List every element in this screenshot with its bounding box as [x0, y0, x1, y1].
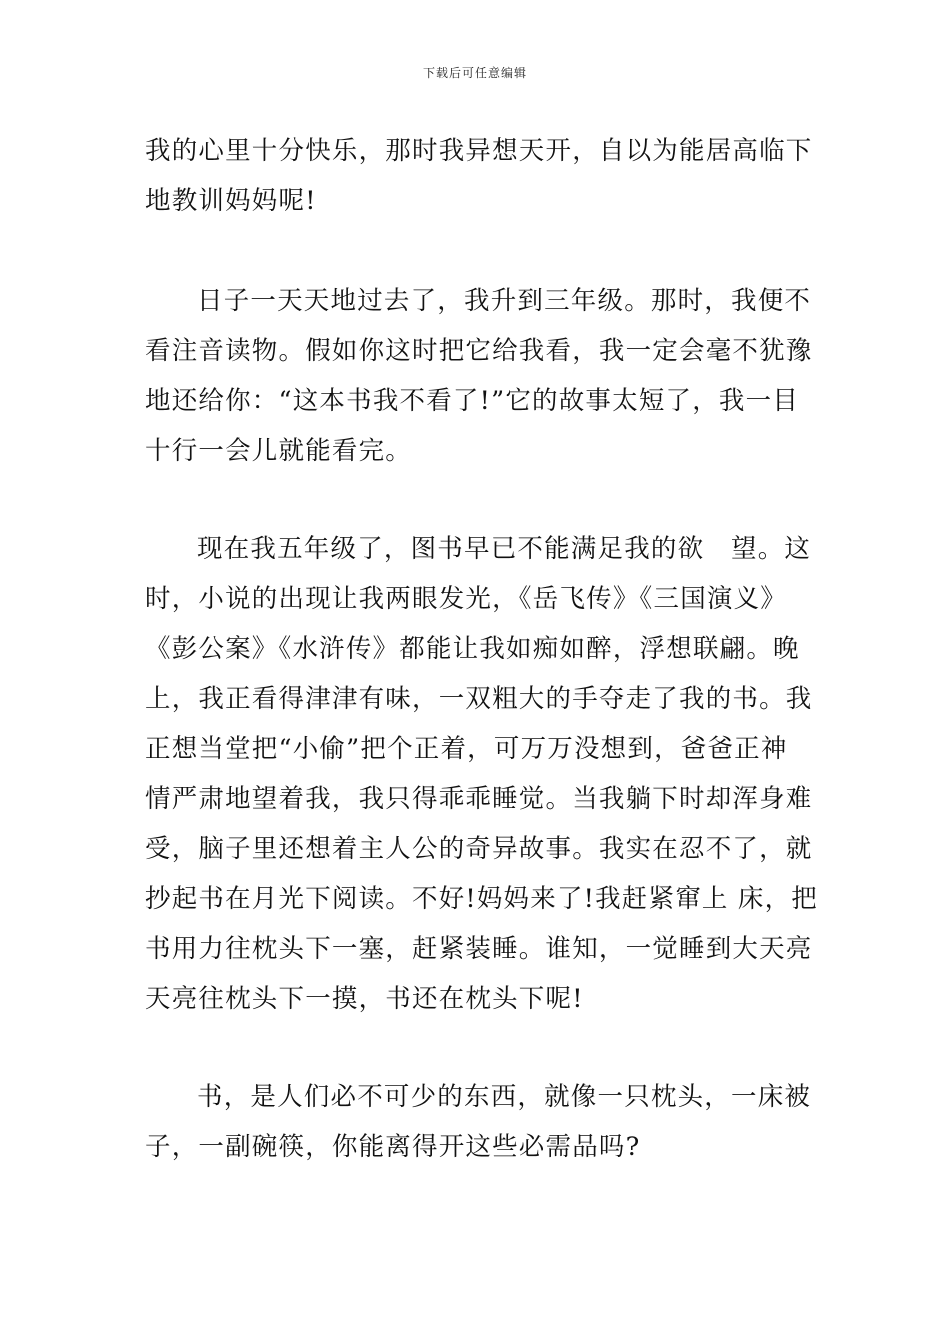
text-line: 正想当堂把“小偷”把个正着，可万万没想到，爸爸正神	[145, 734, 788, 764]
text-line: 抄起书在月光下阅读。不好!妈妈来了!我赶紧窜上 床，把	[145, 884, 819, 914]
text-line: 我的心里十分快乐，那时我异想天开，自以为能居高临下	[145, 136, 813, 166]
text-line: 天亮往枕头下一摸，书还在枕头下呢!	[145, 984, 584, 1014]
page-header: 下载后可任意编辑	[422, 66, 527, 80]
text-line: 书，是人们必不可少的东西，就像一只枕头，一床被	[197, 1082, 812, 1112]
text-line: 受，脑子里还想着主人公的奇异故事。我实在忍不了，就	[145, 834, 813, 864]
text-line: 地还给你：“这本书我不看了!”它的故事太短了，我一目	[145, 386, 800, 416]
text-line: 时，小说的出现让我两眼发光，《岳飞传》《三国演义》	[145, 584, 788, 614]
text-line: 《彭公案》《水浒传》都能让我如痴如醉，浮想联翩。晚	[145, 634, 800, 664]
text-line: 日子一天天地过去了，我升到三年级。那时，我便不	[197, 286, 812, 316]
text-line: 子，一副碗筷，你能离得开这些必需品吗?	[145, 1132, 641, 1162]
text-line: 情严肃地望着我，我只得乖乖睡觉。当我躺下时却浑身难	[145, 784, 813, 814]
text-line: 上，我正看得津津有味，一双粗大的手夺走了我的书。我	[145, 684, 813, 714]
text-line: 地教训妈妈呢!	[145, 186, 317, 216]
text-line: 现在我五年级了，图书早已不能满足我的欲 望。这	[197, 534, 812, 564]
text-line: 十行一会儿就能看完。	[145, 436, 413, 466]
text-line: 书用力往枕头下一塞，赶紧装睡。谁知，一觉睡到大天亮	[145, 934, 813, 964]
text-line: 看注音读物。假如你这时把它给我看，我一定会毫不犹豫	[145, 336, 813, 366]
